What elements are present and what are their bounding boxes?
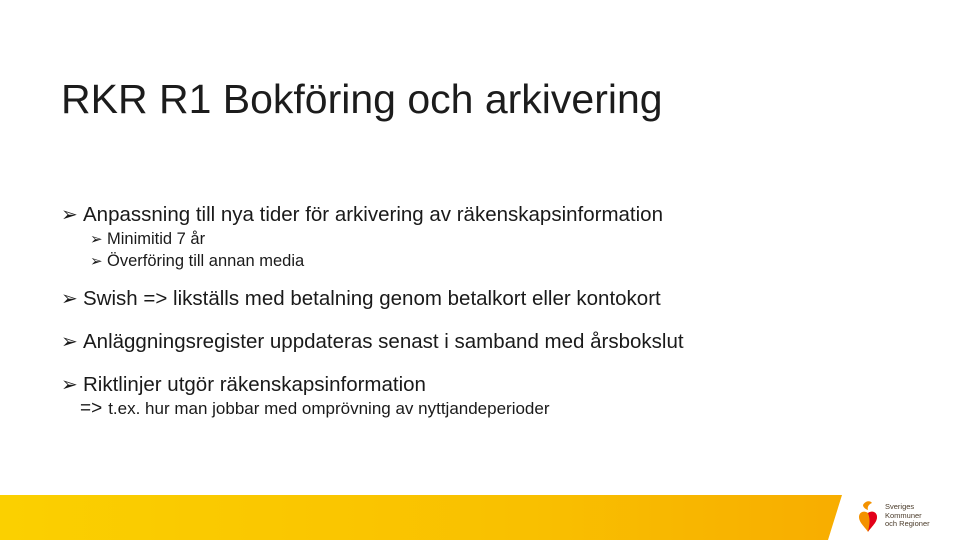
flame-heart-icon xyxy=(855,499,883,537)
sub-bullet-text: Minimitid 7 år xyxy=(107,230,206,248)
bullet-text: Anläggningsregister uppdateras senast i samband med årsbokslut xyxy=(83,330,684,353)
arrow-bullet-icon: ➢ xyxy=(61,286,78,310)
arrow-bullet-icon: ➢ xyxy=(90,252,103,270)
footer-band xyxy=(0,495,960,540)
organization-logo xyxy=(855,499,960,540)
bullet-item xyxy=(61,201,921,228)
sub-bullet-item xyxy=(61,228,921,250)
slide-title: RKR R1 Bokföring och arkivering xyxy=(61,76,663,122)
arrow-bullet-icon: ➢ xyxy=(61,329,78,353)
arrow-bullet-icon: ➢ xyxy=(61,372,78,396)
continuation-prefix: => xyxy=(80,398,103,419)
bullet-item xyxy=(61,328,921,355)
bullet-item xyxy=(61,371,921,398)
bullet-text: Riktlinjer utgör räkenskapsinformation xyxy=(83,373,426,396)
bullet-item xyxy=(61,285,921,312)
bullet-continuation xyxy=(61,398,921,420)
arrow-bullet-icon: ➢ xyxy=(90,230,103,248)
bullet-list xyxy=(61,201,921,420)
sub-bullet-item xyxy=(61,250,921,272)
bullet-text: Anpassning till nya tider för arkivering av räkenskapsinformation xyxy=(83,203,663,226)
sub-bullet-text: Överföring till annan media xyxy=(107,252,305,270)
arrow-bullet-icon: ➢ xyxy=(61,202,78,226)
bullet-text: Swish => likställs med betalning genom betalkort eller kontokort xyxy=(83,287,661,310)
continuation-text: t.ex. hur man jobbar med omprövning av nyttjandeperioder xyxy=(108,399,550,418)
logo-text: Sveriges Kommuner och Regioner xyxy=(885,502,930,529)
